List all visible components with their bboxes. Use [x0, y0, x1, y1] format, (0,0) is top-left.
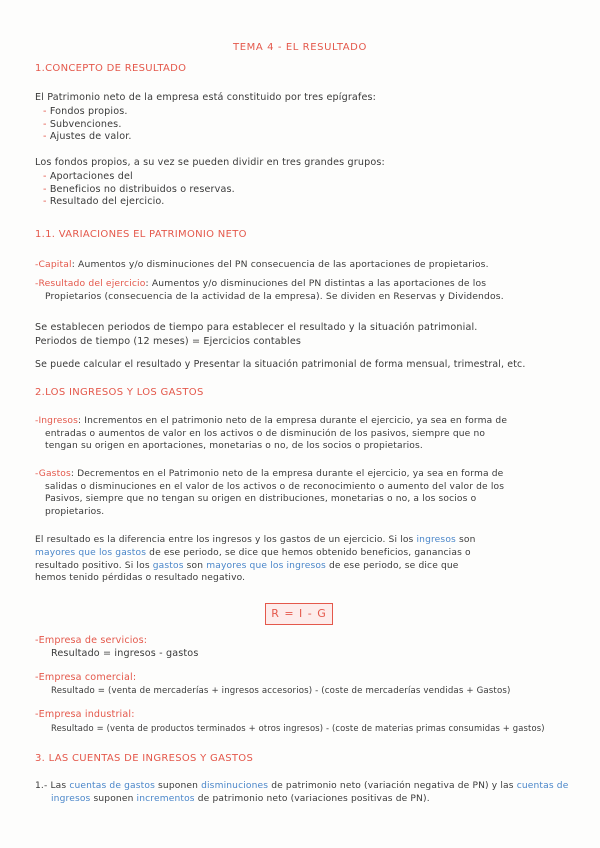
- resultado-paragraph: El resultado es la diferencia entre los ingresos y los gastos de un ejercicio. Si los ingresos son mayores que los gastos de ese periodo, se dice que hemos obtenido beneficios, ganancias o resultado positivo. Si los gastos son mayores que los ingresos de ese periodo, se dice que hemos tenido pérdidas o resultado negativo.: [35, 535, 476, 584]
- industrial-formula: Resultado = (venta de productos terminados + otros ingresos) - (coste de materias primas consumidas + gastos): [51, 722, 545, 733]
- empresa-industrial: -Empresa industrial: Resultado = (venta de productos terminados + otros ingresos) - (coste de materias primas consumidas + gastos): [35, 709, 545, 733]
- comercial-label: Empresa comercial:: [38, 672, 137, 683]
- section-2-heading: 2.LOS INGRESOS Y LOS GASTOS: [35, 387, 204, 398]
- industrial-label: Empresa industrial:: [38, 709, 135, 720]
- empresa-comercial: -Empresa comercial: Resultado = (venta de mercaderías + ingresos accesorios) - (coste de mercaderías vendidas + Gastos): [35, 672, 511, 696]
- list-item: - Fondos propios.: [43, 106, 128, 117]
- section-1-1-heading: 1.1. VARIACIONES EL PATRIMONIO NETO: [35, 229, 247, 240]
- gastos-term: Gastos: [38, 469, 71, 479]
- list-item: - Beneficios no distribuidos o reservas.: [43, 183, 235, 195]
- cuentas-paragraph: 1.- Las cuentas de gastos suponen disminuciones de patrimonio neto (variación negativa de PN) y las cuentas de ingresos suponen incrementos de patrimonio neto (variaciones positivas de PN).: [35, 781, 569, 804]
- capital-definition: -Capital: Aumentos y/o disminuciones del PN consecuencia de las aportaciones de propietarios.: [35, 259, 489, 270]
- list-item: - Subvenciones.: [43, 118, 122, 130]
- s11-paragraph-2: Periodos de tiempo (12 meses) = Ejercicios contables: [35, 336, 302, 347]
- s1-list-2: [43, 171, 235, 209]
- capital-term: Capital: [38, 259, 72, 270]
- servicios-formula: Resultado = ingresos - gastos: [51, 647, 199, 659]
- empresa-servicios: -Empresa de servicios: Resultado = ingresos - gastos: [35, 635, 199, 659]
- s1-paragraph-2: Los fondos propios, a su vez se pueden dividir en tres grandes grupos:: [35, 157, 385, 168]
- servicios-label: Empresa de servicios:: [38, 635, 148, 646]
- comercial-formula: Resultado = (venta de mercaderías + ingresos accesorios) - (coste de mercaderías vendidas + Gastos): [51, 685, 511, 696]
- formula-box: R = I - G: [265, 603, 333, 625]
- list-item: - Resultado del ejercicio.: [43, 196, 165, 208]
- s1-list-1: [43, 106, 132, 144]
- list-item: - Ajustes de valor.: [43, 131, 132, 143]
- s11-paragraph-3: Se puede calcular el resultado y Presentar la situación patrimonial de forma mensual, trimestral, etc.: [35, 359, 526, 370]
- resultado-definition: -Resultado del ejercicio: Aumentos y/o disminuciones del PN distintas a las aportaciones de los Propietarios (consecuencia de la actividad de la empresa). Se dividen en Reservas y Dividendos.: [35, 278, 504, 302]
- list-item: - Aportaciones del: [43, 171, 133, 182]
- gastos-definition: -Gastos: Decrementos en el Patrimonio neto de la empresa durante el ejercicio, ya sea en forma de salidas o disminuciones en el valor de los activos o de reconocimiento o aumento del valor de los Pasivos, siempre que no tengan su origen en distribuciones, monetarias o no, a los socios o propietarios.: [35, 469, 505, 517]
- section-1-heading: 1.CONCEPTO DE RESULTADO: [35, 63, 187, 74]
- page-title: TEMA 4 - EL RESULTADO: [233, 42, 367, 53]
- resultado-term: Resultado del ejercicio: [38, 278, 146, 289]
- ingresos-term: Ingresos: [38, 416, 79, 426]
- s1-paragraph-1: El Patrimonio neto de la empresa está constituido por tres epígrafes:: [35, 92, 377, 103]
- section-3-heading: 3. LAS CUENTAS DE INGRESOS Y GASTOS: [35, 753, 254, 764]
- s11-paragraph-1: Se establecen periodos de tiempo para establecer el resultado y la situación patrimonial.: [35, 322, 478, 333]
- ingresos-definition: -Ingresos: Incrementos en el patrimonio neto de la empresa durante el ejercicio, ya sea en forma de entradas o aumentos de valor en los activos o de disminución de los pasivos, siempre que no tengan su origen en aportaciones, monetarias o no, de los socios o propietarios.: [35, 416, 508, 451]
